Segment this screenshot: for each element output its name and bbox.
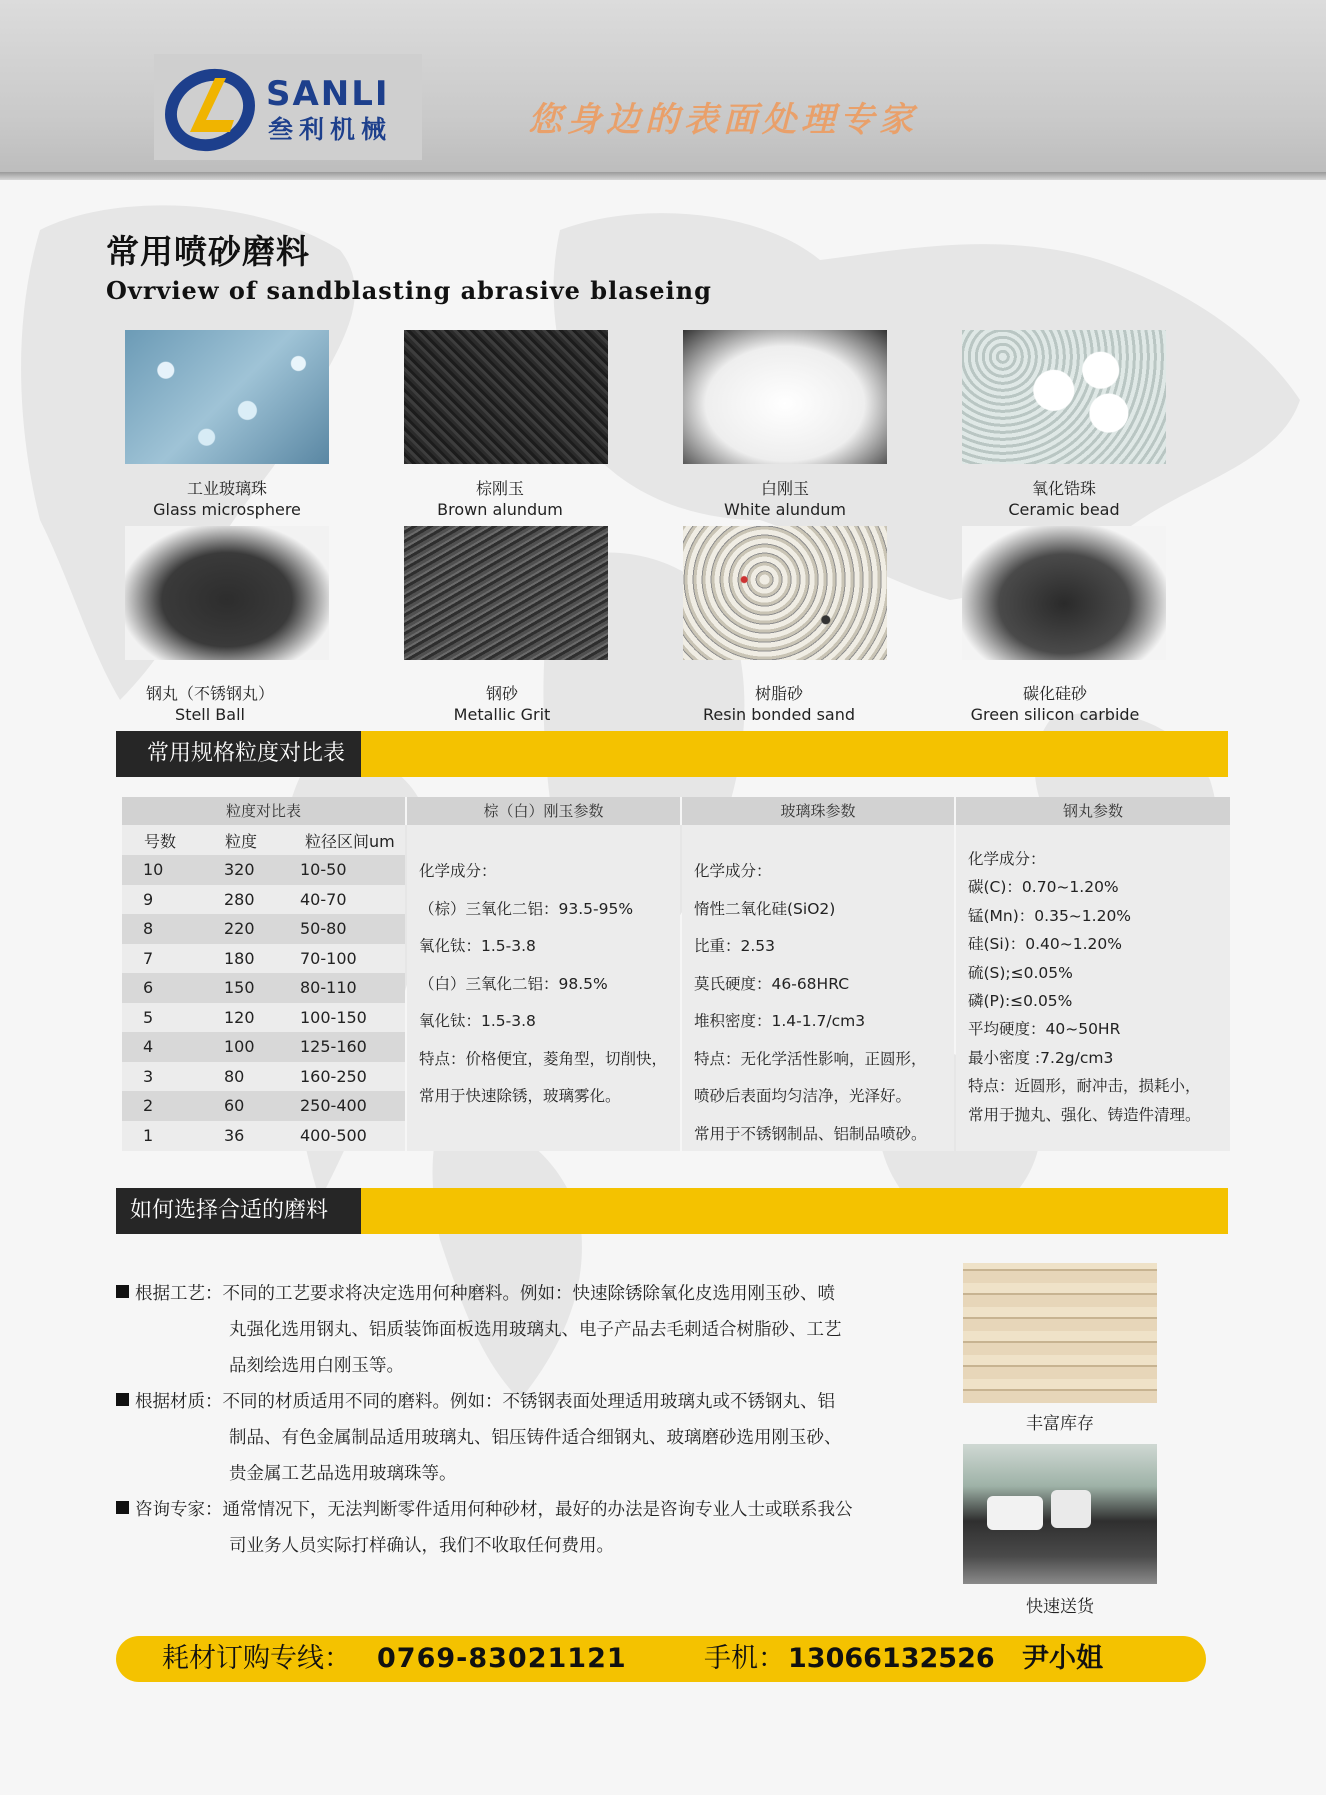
abrasive-name-cn: 钢丸（不锈钢丸） — [145, 684, 274, 703]
abrasive-caption-2 — [370, 478, 630, 520]
grain-grit: 100 — [224, 1037, 255, 1056]
param-line: 锰(Mn)：0.35~1.20% — [968, 906, 1132, 925]
spec-table — [122, 797, 1230, 1151]
alundum-header: 棕（白）刚玉参数 — [407, 797, 682, 825]
grain-grit: 320 — [224, 860, 255, 879]
abrasive-name-cn: 树脂砂 — [754, 684, 803, 703]
grain-table — [122, 825, 405, 1151]
grain-number: 1 — [143, 1125, 154, 1145]
abrasive-name-en: Resin bonded sand — [702, 705, 855, 724]
grain-range: 250-400 — [300, 1096, 367, 1115]
abrasive-name-cn: 工业玻璃珠 — [186, 479, 267, 498]
grain-number: 2 — [143, 1096, 154, 1115]
grain-col-headers — [122, 825, 405, 855]
col-header-grit: 粒度 — [225, 831, 258, 851]
grain-table-header: 粒度对比表 — [122, 797, 407, 825]
choose-section-title: 如何选择合适的磨料 — [116, 1188, 361, 1234]
bullet-icon — [116, 1285, 129, 1298]
hotline-label: 耗材订购专线： — [162, 1643, 351, 1674]
grain-number: 6 — [143, 978, 154, 997]
param-line: 硫(S);≤0.05% — [968, 963, 1073, 982]
grain-grit: 120 — [224, 1007, 255, 1027]
abrasive-caption-1 — [97, 478, 357, 520]
grain-number: 5 — [143, 1007, 154, 1027]
param-line: 喷砂后表面均匀洁净，光泽好。 — [694, 1087, 912, 1105]
grain-comparison-table — [122, 825, 405, 855]
grain-range: 40-70 — [300, 889, 347, 909]
abrasive-name-en: White alundum — [723, 500, 847, 519]
param-line: 常用于抛丸、强化、铸造件清理。 — [968, 1105, 1201, 1124]
param-line: 化学成分： — [694, 862, 772, 880]
abrasive-caption-5 — [80, 683, 340, 725]
param-line: 平均硬度：40~50HR — [968, 1020, 1121, 1039]
spec-section-title: 常用规格粒度对比表 — [116, 731, 361, 777]
grain-grit: 36 — [224, 1125, 245, 1145]
choose-item-line — [116, 1456, 936, 1492]
ceramic-bead-photo — [962, 330, 1166, 464]
steel-header: 钢丸参数 — [956, 797, 1230, 825]
hotline-number: 0769-83021121 — [377, 1643, 627, 1674]
param-line: 氧化钛：1.5-3.8 — [419, 1012, 536, 1030]
col-header-number: 号数 — [144, 831, 177, 851]
page-subtitle: Ovrview of sandblasting abrasive blaseing — [106, 276, 712, 305]
slogan: 您身边的表面处理专家 — [528, 100, 918, 140]
grain-range: 10-50 — [300, 860, 347, 879]
page-title: 常用喷砂磨料 — [106, 232, 310, 271]
col-header-range: 粒径区间um — [305, 831, 395, 851]
choose-item-line — [116, 1528, 936, 1564]
choose-item-text: 品刻绘选用白刚玉等。 — [229, 1356, 404, 1376]
abrasive-caption-8 — [925, 683, 1185, 725]
choose-item — [116, 1384, 936, 1420]
abrasive-caption-4 — [934, 478, 1194, 520]
choose-item-text: 不同的工艺要求将决定选用何种磨料。例如：快速除锈除氧化皮选用刚玉砂、喷 — [222, 1284, 835, 1304]
param-line: 硅(Si)：0.40~1.20% — [968, 935, 1122, 954]
grain-grit: 60 — [224, 1096, 245, 1115]
grain-range: 160-250 — [300, 1066, 367, 1086]
param-line: 氧化钛：1.5-3.8 — [419, 937, 536, 955]
param-line: 比重：2.53 — [694, 937, 776, 955]
param-line: 特点：无化学活性影响，正圆形， — [694, 1049, 927, 1068]
grain-row — [122, 1121, 405, 1151]
header-divider — [0, 172, 1326, 180]
grain-grit: 220 — [224, 919, 255, 938]
param-line: 最小密度 :7.2g/cm3 — [968, 1048, 1114, 1067]
warehouse-caption: 丰富库存 — [1026, 1414, 1094, 1434]
steel-ball-photo — [125, 526, 329, 660]
abrasive-name-en: Ceramic bead — [1008, 500, 1120, 519]
choose-item-text: 贵金属工艺品选用玻璃珠等。 — [229, 1464, 457, 1484]
warehouse-photo — [963, 1263, 1157, 1403]
grain-grit: 150 — [224, 978, 255, 997]
resin-sand-photo — [683, 526, 887, 660]
mobile-label: 手机： — [704, 1643, 785, 1674]
abrasive-name-cn: 氧化锆珠 — [1031, 479, 1096, 498]
silicon-carbide-photo — [962, 526, 1166, 660]
grain-range: 70-100 — [300, 948, 357, 968]
choose-text — [116, 1276, 936, 1564]
abrasive-name-en: Glass microsphere — [153, 500, 301, 519]
metallic-grit-photo — [404, 526, 608, 660]
grain-row — [122, 1062, 405, 1092]
logo-text-en: SANLI — [266, 74, 390, 114]
grain-number: 4 — [143, 1037, 154, 1056]
choose-item-text: 司业务人员实际打样确认，我们不收取任何费用。 — [229, 1536, 614, 1556]
grain-number: 9 — [143, 889, 154, 909]
steel-params — [956, 825, 1230, 1151]
abrasive-name-cn: 棕刚玉 — [475, 479, 524, 498]
choose-item-line — [116, 1312, 936, 1348]
param-line: 化学成分： — [968, 850, 1046, 868]
grain-range: 400-500 — [300, 1125, 367, 1145]
param-line: 莫氏硬度：46-68HRC — [694, 974, 850, 993]
param-line: 化学成分： — [419, 862, 497, 880]
grain-range: 100-150 — [300, 1007, 367, 1027]
choose-item-head: 咨询专家： — [135, 1500, 223, 1520]
glass-microsphere-photo — [125, 330, 329, 464]
delivery-caption: 快速送货 — [1026, 1597, 1094, 1617]
mobile-number: 13066132526 — [788, 1643, 995, 1674]
abrasive-name-cn: 碳化硅砂 — [1022, 684, 1087, 703]
abrasive-name-en: Metallic Grit — [453, 705, 551, 724]
grain-range: 125-160 — [300, 1037, 367, 1056]
choose-item-text: 制品、有色金属制品适用玻璃丸、铝压铸件适合细钢丸、玻璃磨砂选用刚玉砂、 — [229, 1428, 842, 1448]
grain-number: 7 — [143, 948, 154, 968]
grain-row — [122, 885, 405, 915]
sanli-logo-icon — [160, 58, 260, 158]
choose-item — [116, 1276, 936, 1312]
abrasive-name-en: Stell Ball — [175, 705, 245, 724]
choose-item — [116, 1492, 936, 1528]
grain-row — [122, 1091, 405, 1121]
delivery-photo — [963, 1444, 1157, 1584]
bullet-icon — [116, 1393, 129, 1406]
param-line: 常用于不锈钢制品、铝制品喷砂。 — [694, 1124, 927, 1143]
choose-item-line — [116, 1348, 936, 1384]
choose-item-line — [116, 1420, 936, 1456]
alundum-params — [407, 825, 680, 1151]
grain-range: 80-110 — [300, 978, 357, 997]
abrasive-name-en: Green silicon carbide — [970, 705, 1140, 724]
white-alundum-photo — [683, 330, 887, 464]
grain-row — [122, 973, 405, 1003]
logo-text-cn: 叁利机械 — [268, 115, 393, 144]
choose-item-text: 通常情况下，无法判断零件适用何种砂材，最好的办法是咨询专业人士或联系我公 — [222, 1500, 853, 1520]
grain-number: 10 — [143, 860, 164, 879]
grain-number: 8 — [143, 919, 154, 938]
choose-item-head: 根据工艺： — [135, 1284, 223, 1304]
choose-item-head: 根据材质： — [135, 1392, 223, 1412]
grain-row — [122, 855, 405, 885]
param-line: 特点：近圆形，耐冲击，损耗小， — [968, 1077, 1201, 1096]
glass-header: 玻璃珠参数 — [682, 797, 956, 825]
param-line: 碳(C)：0.70~1.20% — [968, 878, 1119, 897]
choose-item-text: 丸强化选用钢丸、铝质装饰面板选用玻璃丸、电子产品去毛刺适合树脂砂、工艺 — [229, 1320, 842, 1340]
grain-grit: 80 — [224, 1066, 245, 1086]
param-line: 惰性二氧化硅(SiO2) — [694, 899, 836, 918]
abrasive-caption-3 — [655, 478, 915, 520]
bullet-icon — [116, 1501, 129, 1514]
param-line: （白）三氧化二铝：98.5% — [419, 974, 608, 993]
grain-row — [122, 944, 405, 974]
grain-grit: 280 — [224, 889, 255, 909]
abrasive-caption-7 — [649, 683, 909, 725]
abrasive-caption-6 — [372, 683, 632, 725]
grain-grit: 180 — [224, 948, 255, 968]
contact-name: 尹小姐 — [1022, 1643, 1103, 1674]
param-line: 堆积密度：1.4-1.7/cm3 — [694, 1012, 866, 1030]
param-line: 常用于快速除锈，玻璃雾化。 — [419, 1087, 621, 1105]
glass-params — [682, 825, 954, 1151]
param-line: 磷(P):≤0.05% — [968, 992, 1073, 1010]
brown-alundum-photo — [404, 330, 608, 464]
grain-number: 3 — [143, 1066, 154, 1086]
abrasive-name-cn: 白刚玉 — [760, 479, 809, 498]
abrasive-name-en: Brown alundum — [437, 500, 563, 519]
grain-row — [122, 1003, 405, 1033]
grain-range: 50-80 — [300, 919, 347, 938]
param-line: （棕）三氧化二铝：93.5-95% — [419, 899, 634, 918]
param-line: 特点：价格便宜，菱角型，切削快， — [419, 1049, 668, 1068]
grain-row — [122, 914, 405, 944]
grain-row — [122, 1032, 405, 1062]
choose-item-text: 不同的材质适用不同的磨料。例如：不锈钢表面处理适用玻璃丸或不锈钢丸、铝 — [222, 1392, 835, 1412]
abrasive-name-cn: 钢砂 — [485, 684, 518, 703]
